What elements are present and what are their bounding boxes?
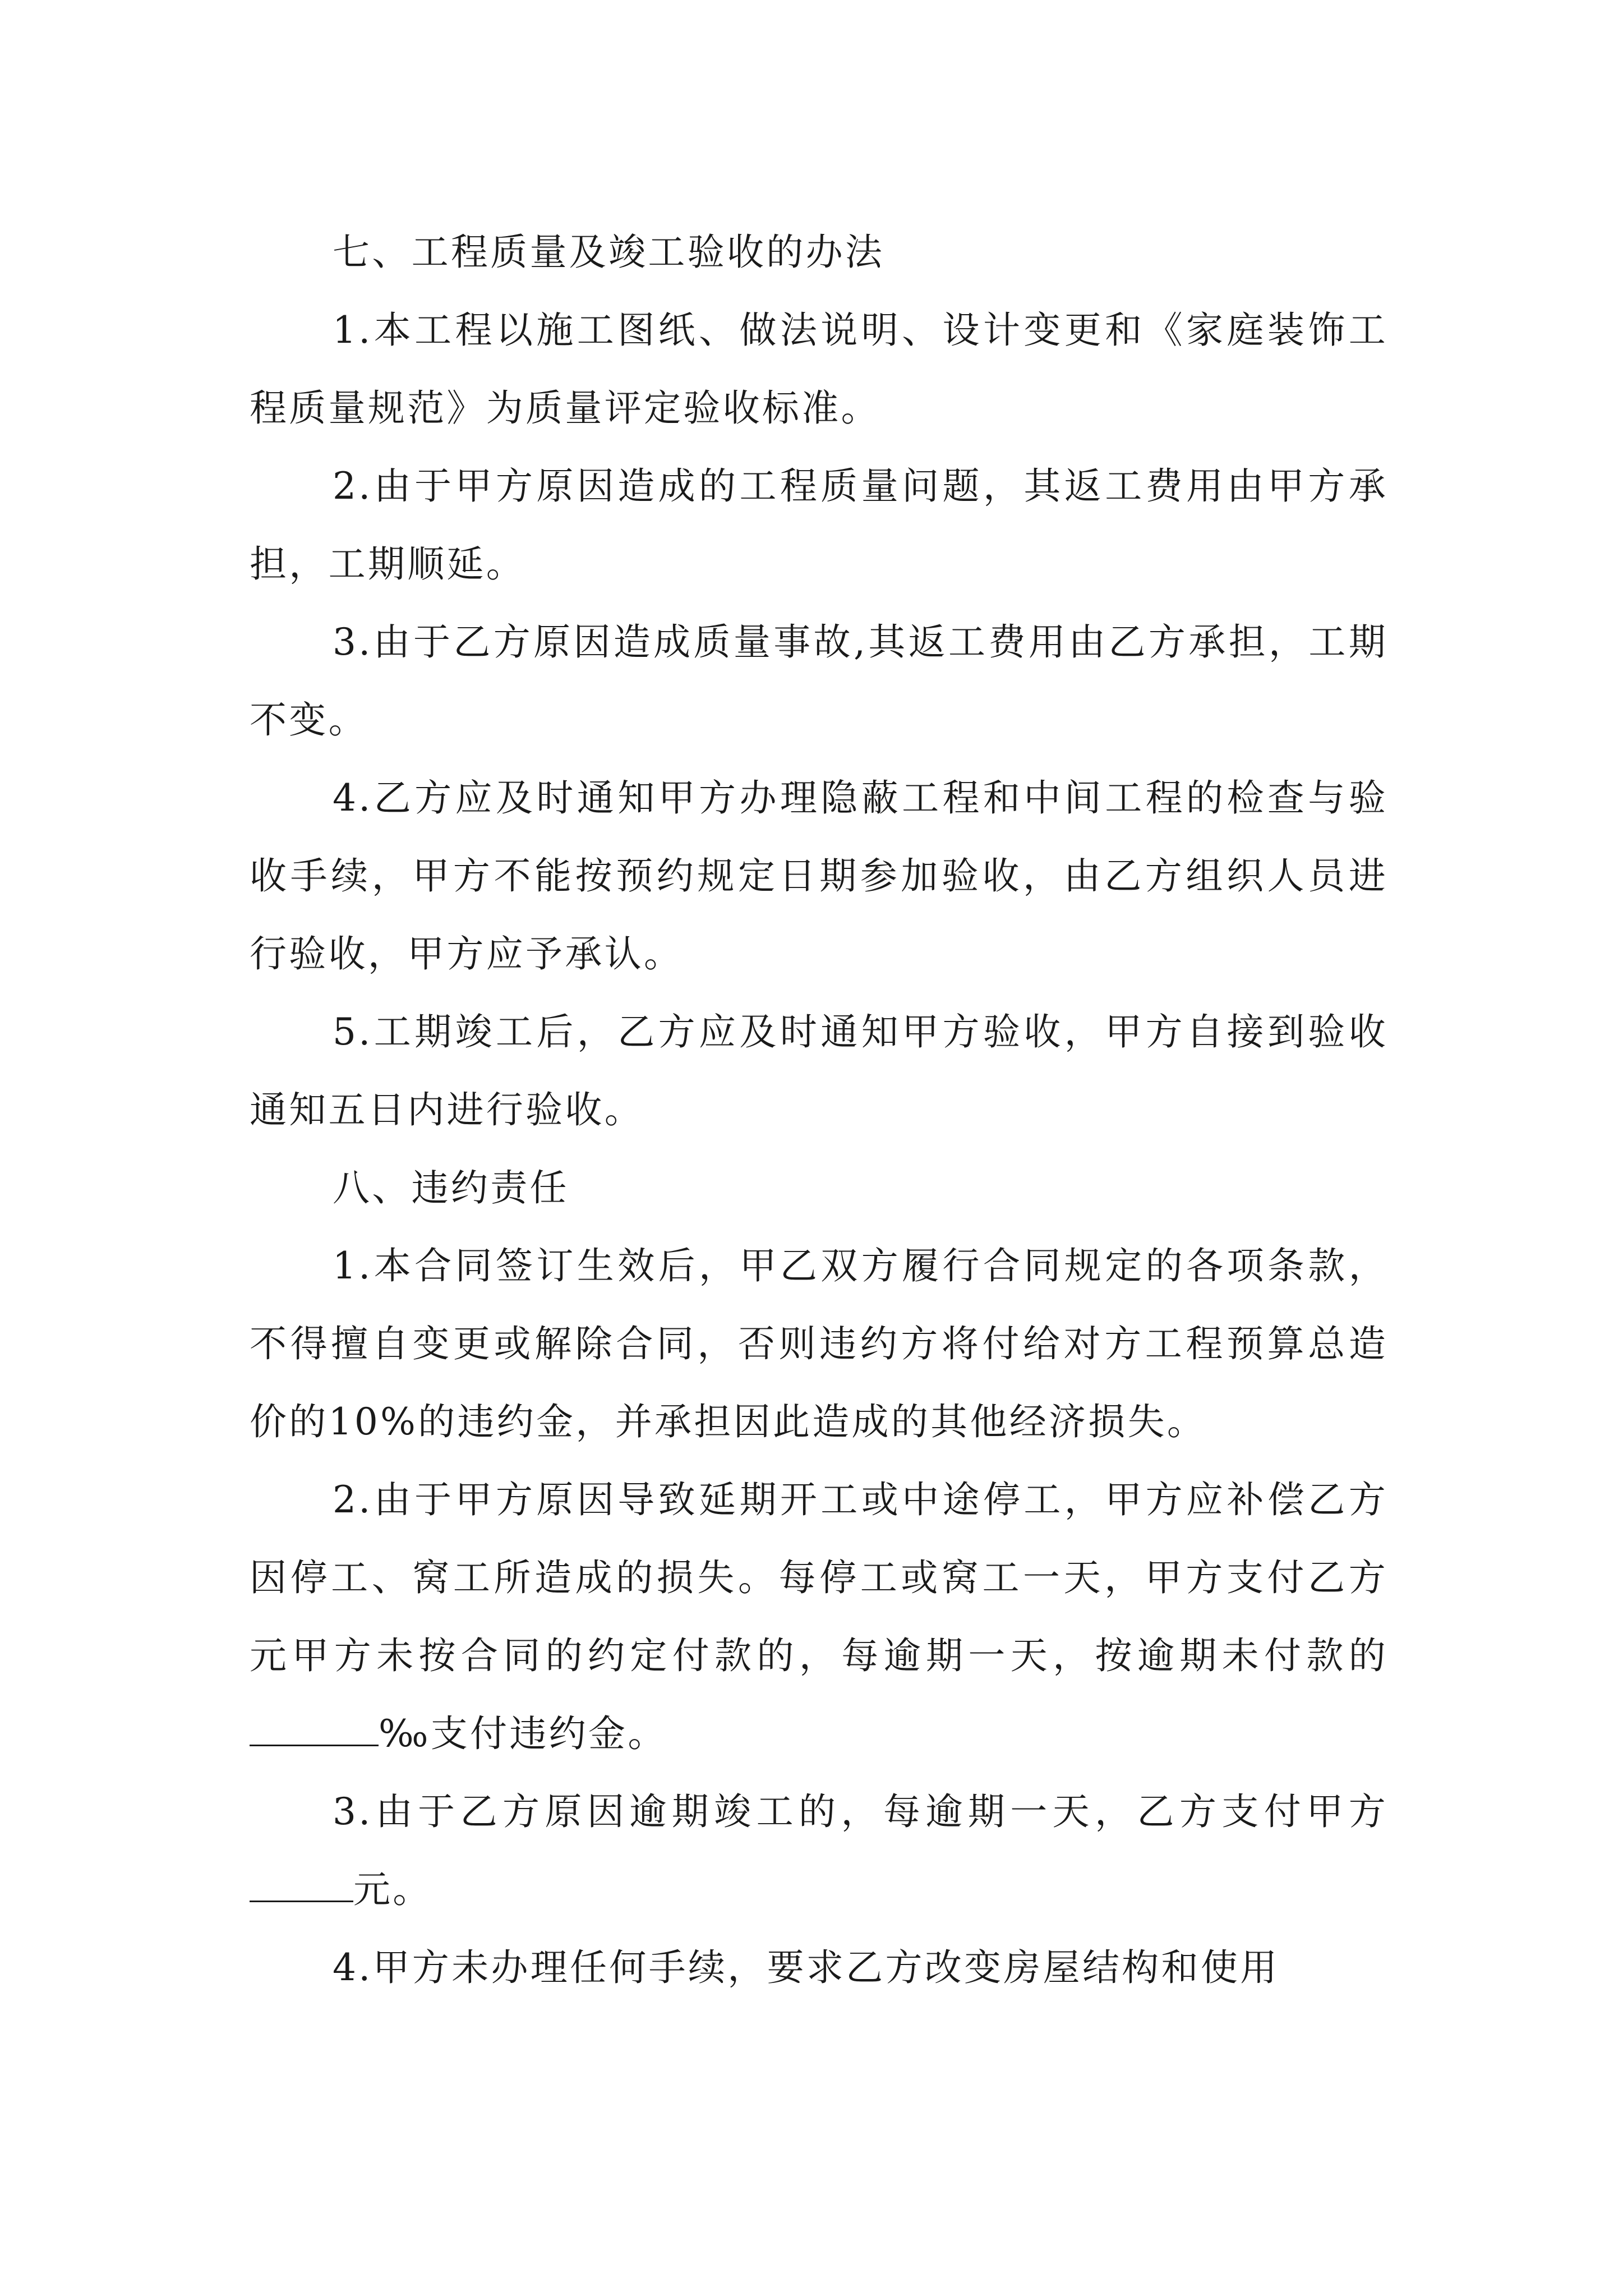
section-7-item-4: 4.乙方应及时通知甲方办理隐蔽工程和中间工程的检查与验收手续，甲方不能按预约规定日期参加验收，由乙方组织人员进行验收，甲方应予承认。 (250, 776, 1388, 976)
section-7-item-3: 3.由于乙方原因造成质量事故,其返工费用由乙方承担，工期不变。 (250, 620, 1388, 742)
section-7-item-5: 5.工期竣工后，乙方应及时通知甲方验收，甲方自接到验收通知五日内进行验收。 (250, 1010, 1388, 1131)
section-8-item-3 (250, 1773, 1388, 1929)
fill-in-blank-penalty-rate (250, 1712, 379, 1746)
section-8-item-1: 1.本合同签订生效后，甲乙双方履行合同规定的各项条款，不得擅自变更或解除合同，否则违约方将付给对方工程预算总造价的10%的违约金，并承担因此造成的其他经济损失。 (250, 1244, 1388, 1443)
section-8-item-2-tail: ‰支付违约金。 (379, 1712, 667, 1755)
section-8-item-3-tail: 元。 (353, 1868, 432, 1911)
section-7-heading: 七、工程质量及竣工验收的办法 (333, 231, 885, 274)
fill-in-blank-daily-amount (250, 1868, 353, 1902)
section-8-item-3-text: 3.由于乙方原因逾期竣工的，每逾期一天，乙方支付甲方 (333, 1790, 1388, 1833)
section-8-item-2-text: 2.由于甲方原因导致延期开工或中途停工，甲方应补偿乙方因停工、窝工所造成的损失。每停工或窝工一天，甲方支付乙方元甲方未按合同的约定付款的，每逾期一天，按逾期未付款的 (250, 1478, 1388, 1677)
document-body (250, 213, 1388, 2007)
section-7-item-1: 1.本工程以施工图纸、做法说明、设计变更和《家庭装饰工程质量规范》为质量评定验收标准。 (250, 309, 1388, 430)
section-8-heading: 八、违约责任 (333, 1166, 569, 1209)
section-8-item-2 (250, 1461, 1388, 1773)
section-7-item-2: 2.由于甲方原因造成的工程质量问题，其返工费用由甲方承担，工期顺延。 (250, 464, 1388, 586)
section-8-item-4: 4.甲方未办理任何手续，要求乙方改变房屋结构和使用 (333, 1946, 1280, 1989)
